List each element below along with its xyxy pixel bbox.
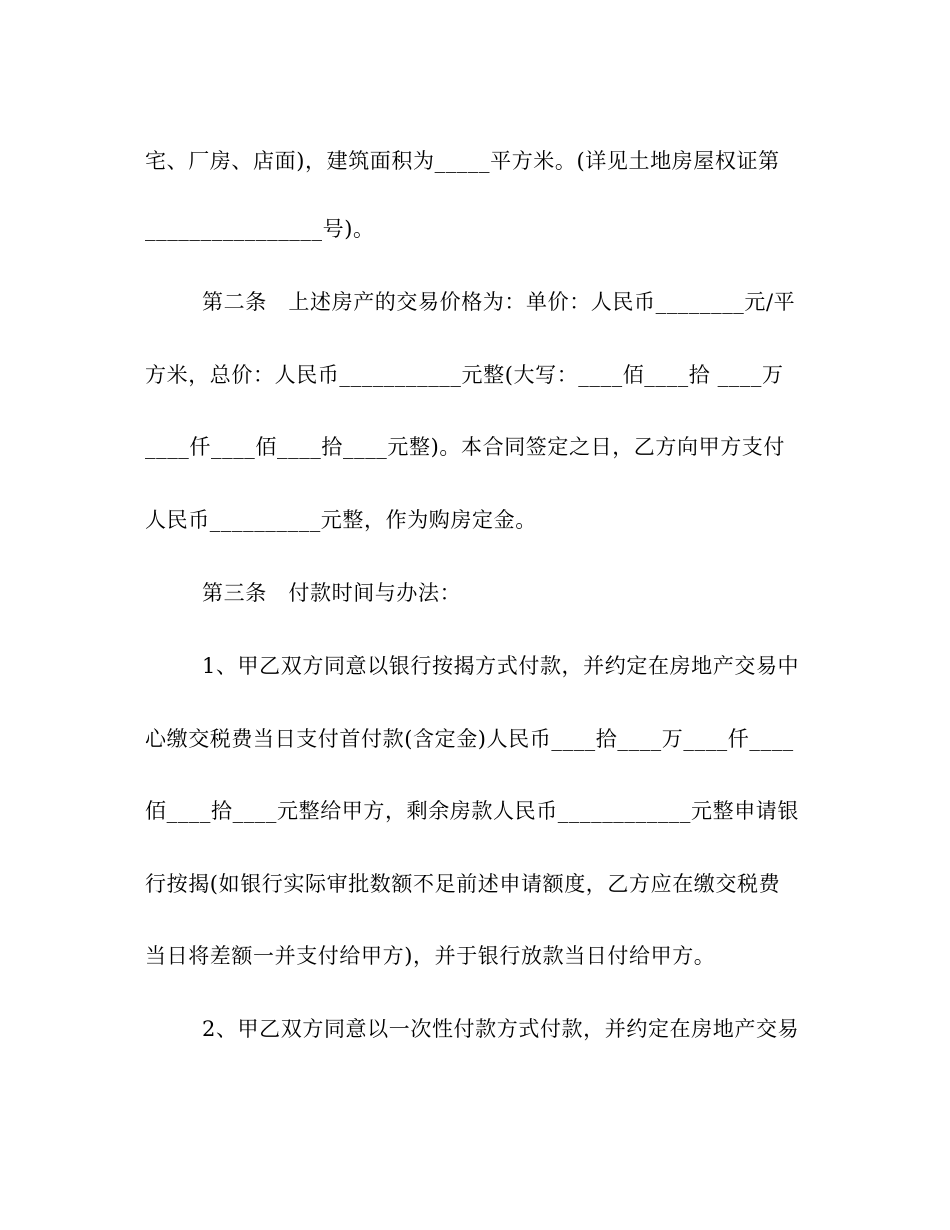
text-line: 人民币__________元整，作为购房定金。 bbox=[145, 508, 537, 532]
article-2-heading-line: 第二条 上述房产的交易价格为：单价：人民币________元/平 bbox=[202, 290, 796, 314]
text-line: ____仟____佰____拾____元整)。本合同签定之日，乙方向甲方支付 bbox=[145, 435, 785, 459]
text-line: 当日将差额一并支付给甲方)，并于银行放款当日付给甲方。 bbox=[145, 944, 716, 968]
clause-2-line: 2、甲乙双方同意以一次性付款方式付款，并约定在房地产交易 bbox=[202, 1017, 800, 1041]
text-line: 方米，总价：人民币___________元整(大写：____佰____拾 ____万 bbox=[145, 363, 784, 387]
text-line: 佰____拾____元整给甲方，剩余房款人民币____________元整申请银 bbox=[145, 799, 799, 823]
text-line: ________________号)。 bbox=[145, 217, 375, 241]
clause-1-line: 1、甲乙双方同意以银行按揭方式付款，并约定在房地产交易中 bbox=[202, 654, 800, 678]
text-line: 心缴交税费当日支付首付款(含定金)人民币____拾____万____仟____ bbox=[145, 727, 794, 751]
text-line: 宅、厂房、店面)，建筑面积为_____平方米。(详见土地房屋权证第 bbox=[145, 149, 780, 173]
article-3-heading-line: 第三条 付款时间与办法： bbox=[202, 581, 462, 605]
text-line: 行按揭(如银行实际审批数额不足前述申请额度，乙方应在缴交税费 bbox=[145, 872, 781, 896]
